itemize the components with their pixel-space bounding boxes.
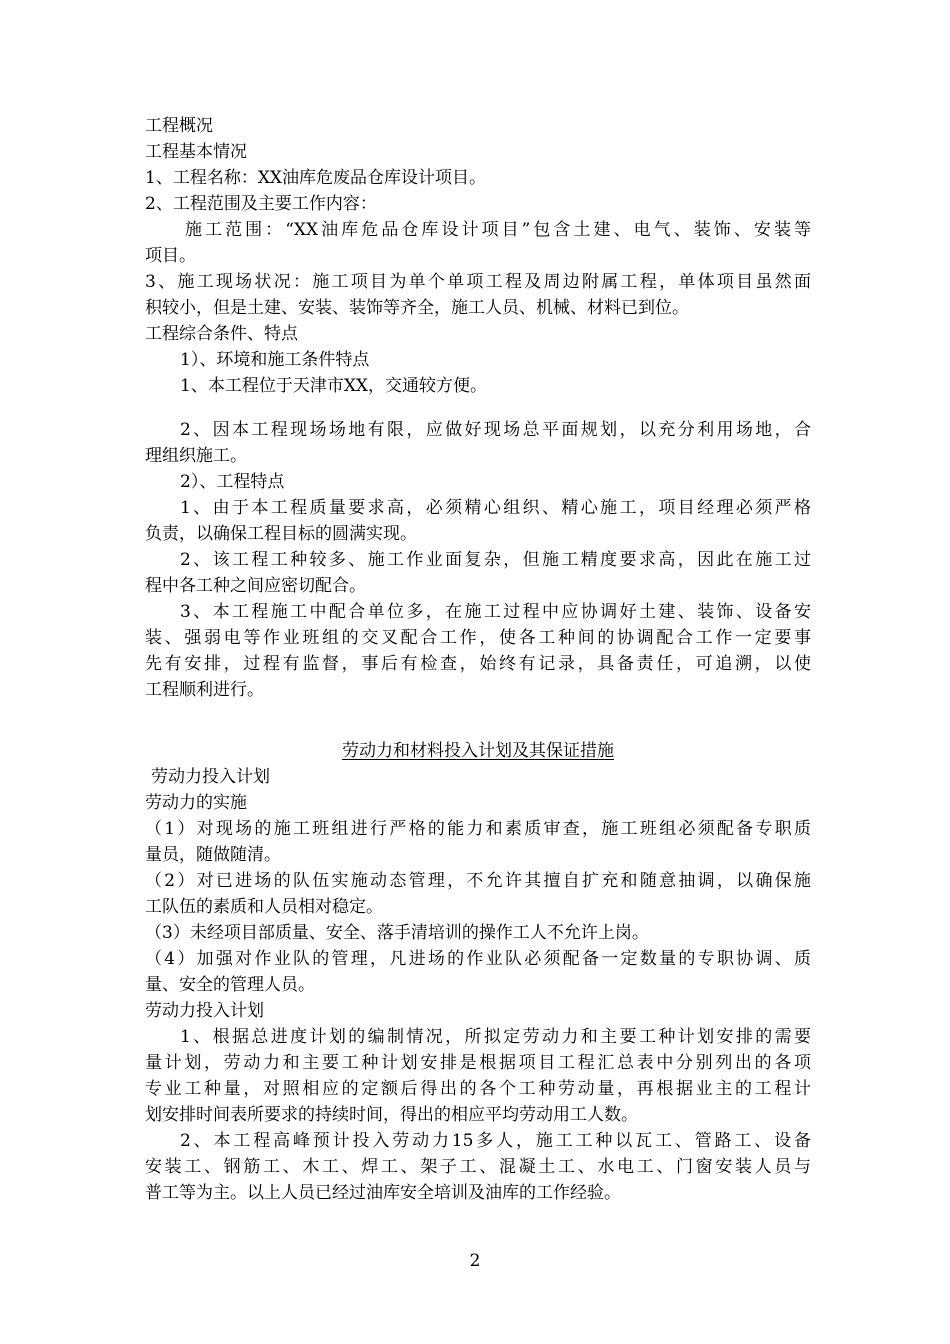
paragraph-line: 施工范围：“XX油库危品仓库设计项目”包含土建、电气、装饰、安装等 bbox=[185, 220, 811, 240]
paragraph-line: 划安排时间表所要求的持续时间，得出的相应平均劳动用工人数。 bbox=[145, 1105, 638, 1125]
paragraph-line: 程中各工种之间应密切配合。 bbox=[145, 576, 366, 596]
paragraph-line: 2、本工程高峰预计投入劳动力15多人，施工工种以瓦工、管路工、设备 bbox=[180, 1131, 811, 1151]
subsection-title: 劳动力的实施 bbox=[145, 793, 247, 813]
paragraph-line: 1、由于本工程质量要求高，必须精心组织、精心施工，项目经理必须严格 bbox=[180, 498, 811, 518]
paragraph-line: 1、本工程位于天津市XX，交通较方便。 bbox=[180, 376, 488, 396]
paragraph-line: 工程顺利进行。 bbox=[145, 680, 264, 700]
paragraph-line: 2、该工程工种较多、施工作业面复杂，但施工精度要求高，因此在施工过 bbox=[180, 550, 811, 570]
subsection-title: 工程基本情况 bbox=[145, 142, 247, 162]
chapter-heading-text: 劳动力和材料投入计划及其保证措施 bbox=[342, 741, 614, 761]
paragraph-line: 3、本工程施工中配合单位多，在施工过程中应协调好土建、装饰、设备安 bbox=[180, 602, 811, 622]
paragraph-line: 普工等为主。以上人员已经过油库安全培训及油库的工作经验。 bbox=[145, 1183, 621, 1203]
paragraph-line: （1）对现场的施工班组进行严格的能力和素质审查，施工班组必须配备专职质 bbox=[145, 819, 811, 839]
paragraph-line: 理组织施工。 bbox=[145, 446, 247, 466]
paragraph-line: 量计划，劳动力和主要工种计划安排是根据项目工程汇总表中分别列出的各项 bbox=[145, 1053, 811, 1073]
paragraph-line: 项目。 bbox=[145, 246, 196, 266]
chapter-heading bbox=[145, 738, 811, 764]
paragraph-line: 装、强弱电等作业班组的交叉配合工作，使各工种间的协调配合工作一定要事 bbox=[145, 628, 811, 648]
paragraph-line: （4）加强对作业队的管理，凡进场的作业队必须配备一定数量的专职协调、质 bbox=[145, 949, 811, 969]
paragraph-line: 量、安全的管理人员。 bbox=[145, 975, 315, 995]
paragraph-line: 量员，随做随清。 bbox=[145, 845, 281, 865]
paragraph-line: （3）未经项目部质量、安全、落手清培训的操作工人不允许上岗。 bbox=[145, 923, 649, 943]
paragraph-line: 专业工种量，对照相应的定额后得出的各个工种劳动量，再根据业主的工程计 bbox=[145, 1079, 811, 1099]
page-number: 2 bbox=[469, 1251, 481, 1271]
paragraph-line: 1、工程名称：XX油库危废品仓库设计项目。 bbox=[145, 168, 487, 188]
section-title: 工程概况 bbox=[145, 116, 213, 136]
subsection-title: 劳动力投入计划 bbox=[145, 1001, 264, 1021]
paragraph-line: 工队伍的素质和人员相对稳定。 bbox=[145, 897, 383, 917]
paragraph-line: 积较小，但是土建、安装、装饰等齐全，施工人员、机械、材料已到位。 bbox=[145, 298, 689, 318]
paragraph-line: 安装工、钢筋工、木工、焊工、架子工、混凝土工、水电工、门窗安装人员与 bbox=[145, 1157, 811, 1177]
paragraph-line: 先有安排，过程有监督，事后有检查，始终有记录，具备责任，可追溯，以使 bbox=[145, 654, 811, 674]
paragraph-line: （2）对已进场的队伍实施动态管理，不允许其擅自扩充和随意抽调，以确保施 bbox=[145, 871, 811, 891]
paragraph-line: 1、根据总进度计划的编制情况，所拟定劳动力和主要工种计划安排的需要 bbox=[180, 1027, 811, 1047]
paragraph-line: 负责，以确保工程目标的圆满实现。 bbox=[145, 524, 417, 544]
paragraph-line: 3、施工现场状况：施工项目为单个单项工程及周边附属工程，单体项目虽然面 bbox=[145, 272, 811, 292]
subsection-title: 劳动力投入计划 bbox=[151, 767, 270, 787]
paragraph-line: 2、工程范围及主要工作内容： bbox=[145, 194, 377, 214]
paragraph-line: 1）、环境和施工条件特点 bbox=[180, 350, 370, 370]
subsection-title: 工程综合条件、特点 bbox=[145, 324, 298, 344]
paragraph-line: 2、因本工程现场场地有限，应做好现场总平面规划，以充分利用场地，合 bbox=[180, 420, 811, 440]
paragraph-line: 2）、工程特点 bbox=[180, 472, 285, 492]
